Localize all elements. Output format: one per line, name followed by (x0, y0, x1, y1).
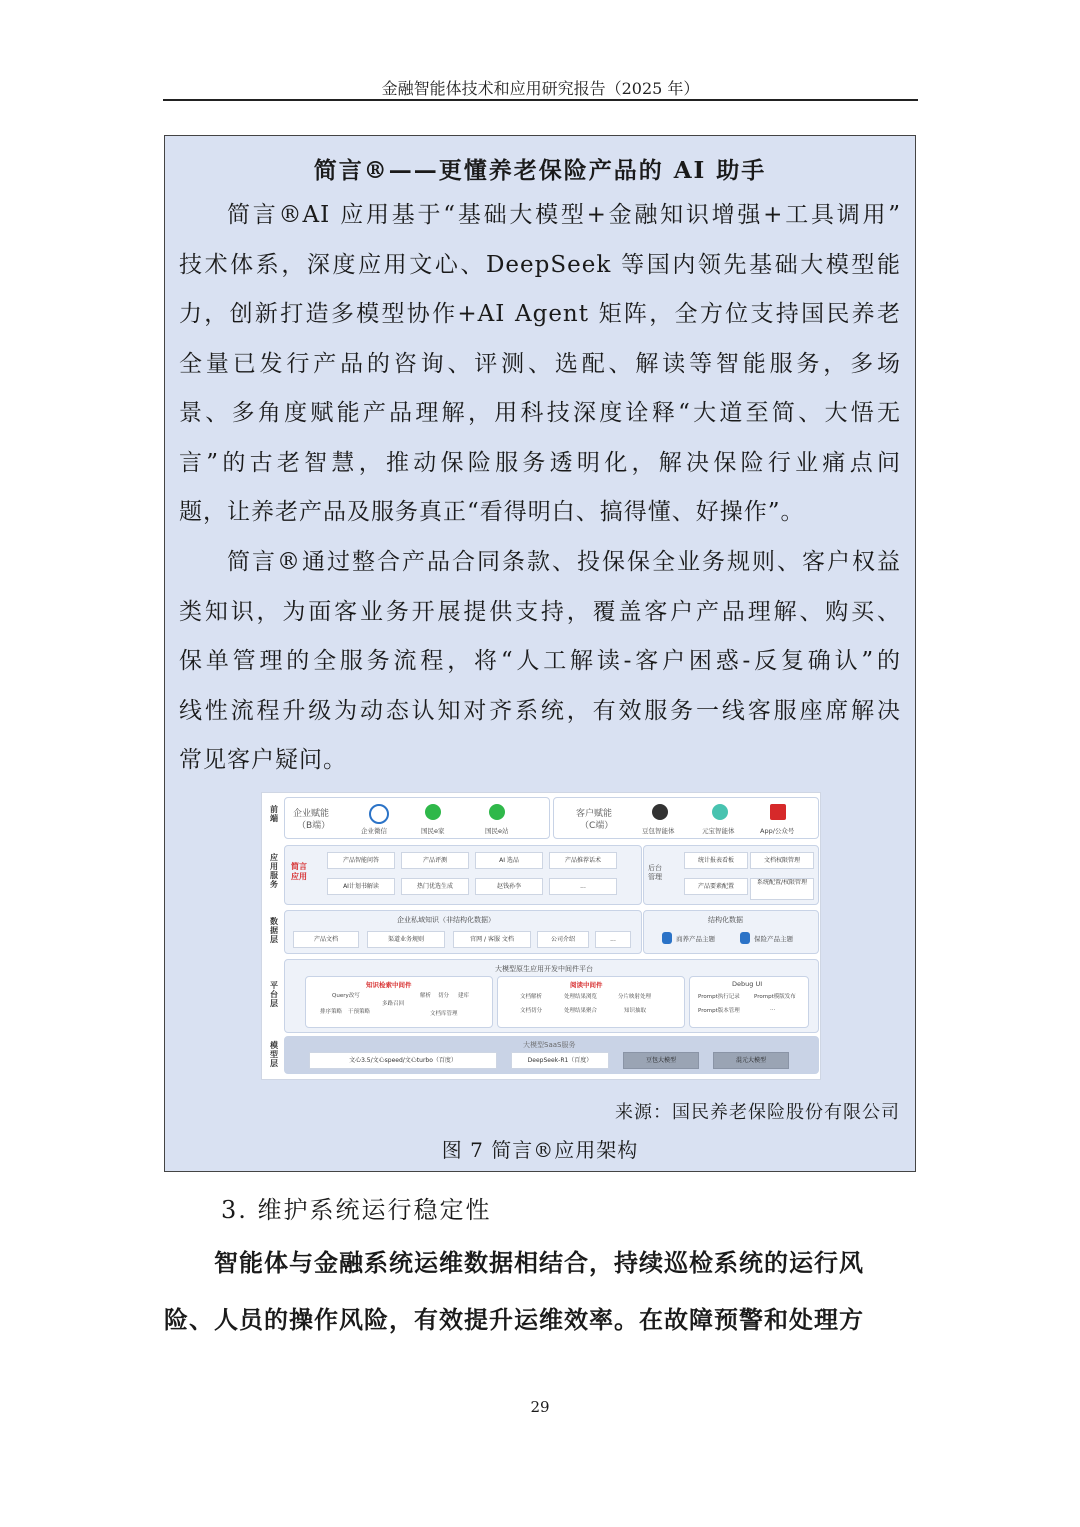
unstructured-data-panel (284, 910, 642, 954)
wecom-icon (369, 804, 389, 824)
retrieval-item: 排序策略 (320, 1009, 343, 1015)
paragraph-line: 简言®AI 应用基于“基础大模型+金融知识增强+工具调用” (227, 202, 901, 228)
front-c-item: App/公众号 (760, 827, 795, 835)
debug-item: Prompt版本管理 (698, 1008, 740, 1014)
front-b-label: 企业赋能 (293, 809, 330, 819)
front-b-item: 企业微信 (361, 827, 387, 835)
paragraph-line: 类知识，为面客业务开展提供支持，覆盖客户产品理解、购买、 (179, 598, 901, 625)
front-c-panel (553, 797, 819, 839)
section-heading: 3. 维护系统运行稳定性 (221, 1196, 492, 1224)
architecture-diagram (261, 792, 821, 1080)
paragraph-line: 常见客户疑问。 (179, 747, 347, 773)
paragraph-line: 全量已发行产品的咨询、评测、选配、解读等智能服务，多场 (179, 350, 901, 377)
model-chip: DeepSeek-R1（百度） (511, 1052, 609, 1069)
admin-chip: 文档权限管理 (750, 852, 814, 869)
debug-item: Prompt执行记录 (698, 994, 740, 1000)
data-chip: ... (595, 931, 631, 948)
paragraph-line: 保单管理的全服务流程，将“人工解读-客户困惑-反复确认”的 (179, 648, 901, 674)
data-chip: 产品文档 (293, 931, 359, 948)
reading-middleware (497, 976, 685, 1028)
app-panel (284, 845, 642, 905)
front-c-item: 元宝智能体 (702, 827, 735, 835)
retrieval-middleware (305, 976, 493, 1028)
reading-item: 知识抽取 (624, 1008, 647, 1014)
paragraph-line: 言”的古老智慧，推动保险服务透明化，解决保险行业痛点问 (179, 449, 901, 476)
body-line: 智能体与金融系统运维数据相结合，持续巡检系统的运行风 (214, 1249, 864, 1277)
front-c-label: 客户赋能 (576, 809, 613, 819)
app-chip: 产品推荐话术 (549, 852, 617, 869)
reading-item: 处理结果聚合 (564, 1008, 598, 1014)
admin-panel (643, 845, 819, 905)
body-line: 险、人员的操作风险，有效提升运维效率。在故障预警和处理方 (164, 1306, 864, 1334)
admin-chip: 统计报表看板 (684, 852, 748, 869)
layer-label-model: 模型层 (270, 1041, 278, 1068)
running-header: 金融智能体技术和应用研究报告（2025 年） (381, 79, 700, 98)
front-b-item: 国民e家 (421, 827, 445, 835)
body-paragraph (164, 1235, 906, 1349)
front-c-sub: （C端） (580, 821, 614, 831)
yuanbao-icon (712, 804, 728, 820)
app-tag: 简言应用 (291, 862, 307, 881)
structured-data-panel (643, 910, 819, 954)
box-paragraph-1 (179, 191, 901, 538)
app-icon (770, 804, 786, 820)
debug-ui (689, 976, 809, 1028)
wechat-icon (425, 804, 441, 820)
app-chip: 产品评测 (401, 852, 469, 869)
front-c-item: 豆包智能体 (642, 827, 675, 835)
retrieval-title: 知识检索中间件 (366, 981, 412, 989)
reading-item: 文档切分 (520, 1008, 543, 1014)
debug-item: Prompt模版发布 (754, 994, 796, 1000)
retrieval-item: 解析 (420, 993, 432, 999)
retrieval-item: 文档库管理 (430, 1011, 458, 1017)
retrieval-item: 切分 (438, 993, 450, 999)
model-chip: 豆包大模型 (623, 1052, 699, 1069)
structured-item: 商养产品主题 (676, 935, 715, 943)
header-rule (163, 99, 918, 101)
admin-chip: 产品要素配置 (684, 878, 748, 895)
data-chip: 渠道业务规则 (367, 931, 445, 948)
front-b-panel (284, 797, 550, 839)
model-chip: 文心3.5/文心speed/文心turbo（百度） (309, 1052, 497, 1069)
platform-title: 大模型原生应用开发中间件平台 (495, 965, 593, 973)
model-title: 大模型SaaS服务 (523, 1041, 576, 1049)
unstructured-title: 企业私域知识（非结构化数据） (397, 916, 495, 924)
paragraph-line: 题，让养老产品及服务真正“看得明白、搞得懂、好操作”。 (179, 499, 805, 525)
structured-title: 结构化数据 (708, 916, 743, 924)
reading-item: 处理结果浏览 (564, 994, 598, 1000)
paragraph-line: 线性流程升级为动态认知对齐系统，有效服务一线客服座席解决 (179, 697, 901, 724)
admin-chip: 系统配置/权限管理 (750, 878, 814, 900)
app-chip: ... (549, 878, 617, 895)
figure-caption: 图 7 简言®应用架构 (441, 1138, 639, 1162)
figure-source: 来源：国民养老保险股份有限公司 (615, 1102, 900, 1123)
box-paragraph-2 (179, 538, 901, 786)
box-title: 简言®——更懂养老保险产品的 AI 助手 (313, 157, 767, 184)
layer-label-app: 应用服务 (270, 853, 278, 889)
layer-label-front: 前端 (270, 805, 278, 823)
retrieval-item: Query改写 (332, 993, 360, 999)
app-chip: 热门优选生成 (401, 878, 469, 895)
retrieval-item: 建库 (458, 993, 470, 999)
app-chip: AI 选品 (475, 852, 543, 869)
layer-label-data: 数据层 (270, 917, 278, 944)
paragraph-line: 景、多角度赋能产品理解，用科技深度诠释“大道至简、大悟无 (179, 400, 901, 426)
debug-title: Debug UI (732, 980, 763, 988)
admin-label: 后台管理 (648, 864, 662, 881)
reading-item: 文档解析 (520, 994, 543, 1000)
structured-item: 保险产品主题 (754, 935, 793, 943)
layer-label-platform: 平台层 (270, 981, 278, 1008)
paragraph-line: 简言®通过整合产品合同条款、投保保全业务规则、客户权益 (227, 549, 901, 575)
reading-title: 阅读中间件 (570, 981, 603, 989)
reading-item: 分片映射处理 (618, 994, 652, 1000)
front-b-item: 国民e站 (485, 827, 509, 835)
page-number: 29 (530, 1398, 550, 1416)
data-chip: 公司介绍 (537, 931, 589, 948)
app-chip: AI计划书解读 (327, 878, 395, 895)
debug-item: ... (770, 1006, 776, 1012)
model-chip: 混元大模型 (713, 1052, 789, 1069)
platform-panel (284, 959, 819, 1033)
retrieval-item: 多路召回 (382, 1001, 405, 1007)
app-chip: 产品智能问答 (327, 852, 395, 869)
paragraph-line: 力，创新打造多模型协作+AI Agent 矩阵，全方位支持国民养老 (179, 301, 901, 327)
database-icon (740, 932, 750, 944)
wechat-icon (489, 804, 505, 820)
app-chip: 赵钱孙李 (475, 878, 543, 895)
retrieval-item: 干预策略 (348, 1009, 371, 1015)
avatar-icon (652, 804, 668, 820)
database-icon (662, 932, 672, 944)
paragraph-line: 技术体系，深度应用文心、DeepSeek 等国内领先基础大模型能 (179, 251, 901, 278)
front-b-sub: （B端） (297, 821, 331, 831)
model-panel (284, 1036, 819, 1074)
data-chip: 官网 / 客服 文档 (453, 931, 531, 948)
